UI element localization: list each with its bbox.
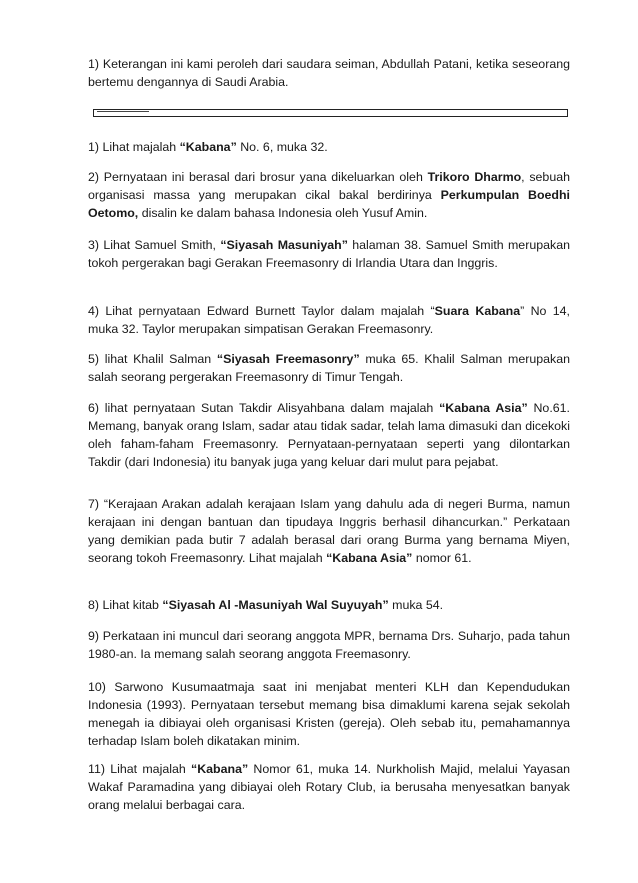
footnote-1	[88, 138, 570, 156]
footnote-bold: “Kabana Asia”	[439, 401, 528, 415]
footnote-10	[88, 678, 570, 750]
footnote-7	[88, 495, 570, 567]
footnote-11	[88, 760, 570, 814]
footnote-text: disalin ke dalam bahasa Indonesia oleh Yusuf Amin.	[138, 206, 428, 220]
footnote-5	[88, 350, 570, 386]
footnote-3	[88, 236, 570, 272]
footnote-bold: “Kabana”	[191, 762, 249, 776]
footnote-divider	[93, 109, 568, 117]
footnote-text: 7) “Kerajaan Arakan adalah kerajaan Islam yang dahulu ada di negeri Burma, namun kerajaan ini dengan bantuan dan tipudaya Inggris berhasil dihancurkan.” Perkataan yang demikian pada butir 7 adalah berasal dari orang Burma yang bernama Miyen, seorang tokoh Freemasonry. Lihat majalah	[88, 497, 570, 565]
footnote-8	[88, 596, 570, 614]
footnote-9	[88, 627, 570, 663]
footnote-text: 10) Sarwono Kusumaatmaja saat ini menjabat menteri KLH dan Kependudukan Indonesia (1993). Pernyataan tersebut memang bisa dimaklumi karena sejak sekolah menegah ia dibiayai oleh organisasi Kristen (gereja). Oleh sebab itu, pemahamannya terhadap Islam boleh dikatakan minim.	[88, 680, 570, 748]
footnote-text: 1) Lihat majalah	[88, 140, 180, 154]
footnote-text: 3) Lihat Samuel Smith,	[88, 238, 221, 252]
footnote-text: muka 65. Khalil Salman merupakan salah seorang pergerakan Freemasonry di Timur Tengah.	[88, 352, 571, 384]
footnote-text: halaman 38. Samuel Smith merupakan tokoh pergerakan bagi Gerakan Freemasonry di Irlandia Utara dan Inggris.	[88, 238, 570, 270]
footnote-bold: Suara Kabana	[434, 304, 521, 318]
footnote-bold: Trikoro Dharmo	[427, 170, 522, 184]
footnote-2	[88, 168, 570, 222]
footnote-bold: “Siyasah Masuniyah”	[220, 238, 348, 252]
footnote-bold: “Kabana Asia”	[326, 551, 413, 565]
intro-paragraph: 1) Keterangan ini kami peroleh dari saudara seiman, Abdullah Patani, ketika seseorang bertemu dengannya di Saudi Arabia.	[88, 57, 570, 89]
footnote-text: 6) lihat pernyataan Sutan Takdir Alisyahbana dalam majalah	[88, 401, 440, 415]
footnote-6	[88, 399, 570, 471]
footnote-text: 5) lihat Khalil Salman	[88, 352, 217, 366]
footnote-bold: “Siyasah Al -Masuniyah Wal Suyuyah”	[162, 598, 389, 612]
footnote-text: 4) Lihat pernyataan Edward Burnett Taylor dalam majalah “	[88, 304, 435, 318]
footnote-text: 2) Pernyataan ini berasal dari brosur yana dikeluarkan oleh	[88, 170, 428, 184]
footnote-text: 9) Perkataan ini muncul dari seorang anggota MPR, bernama Drs. Suharjo, pada tahun 1980-an. Ia memang salah seorang anggota Freemasonry.	[88, 629, 570, 661]
footnote-text: muka 54.	[388, 598, 444, 612]
footnote-text: Nomor 61, muka 14. Nurkholish Majid, melalui Yayasan Wakaf Paramadina yang dibiayai oleh Rotary Club, ia berusaha menyesatkan banyak orang melalui berbagai cara.	[88, 762, 570, 812]
footnote-bold: “Kabana”	[179, 140, 237, 154]
footnote-text: No. 6, muka 32.	[236, 140, 328, 154]
footnote-4	[88, 302, 570, 338]
footnote-bold: “Siyasah Freemasonry”	[216, 352, 360, 366]
footnote-text: No.61. Memang, banyak orang Islam, sadar atau tidak sadar, telah lama dimasuki dan dicekoki oleh faham-faham Freemasonry. Pernyataan-pernyataan seperti yang dilontarkan Takdir (dari Indonesia) itu banyak juga yang keluar dari mulut para pejabat.	[88, 401, 570, 469]
footnote-text: nomor 61.	[412, 551, 472, 565]
footnote-rule	[97, 111, 149, 112]
footnote-text: ” No 14, muka 32. Taylor merupakan simpatisan Gerakan Freemasonry.	[88, 304, 570, 336]
footnote-text: 11) Lihat majalah	[88, 762, 191, 776]
footnote-text: 8) Lihat kitab	[88, 598, 163, 612]
footnote-bold: Perkumpulan Boedhi Oetomo,	[88, 188, 570, 220]
footnote-text: , sebuah organisasi massa yang merupakan cikal bakal berdirinya	[88, 170, 570, 202]
